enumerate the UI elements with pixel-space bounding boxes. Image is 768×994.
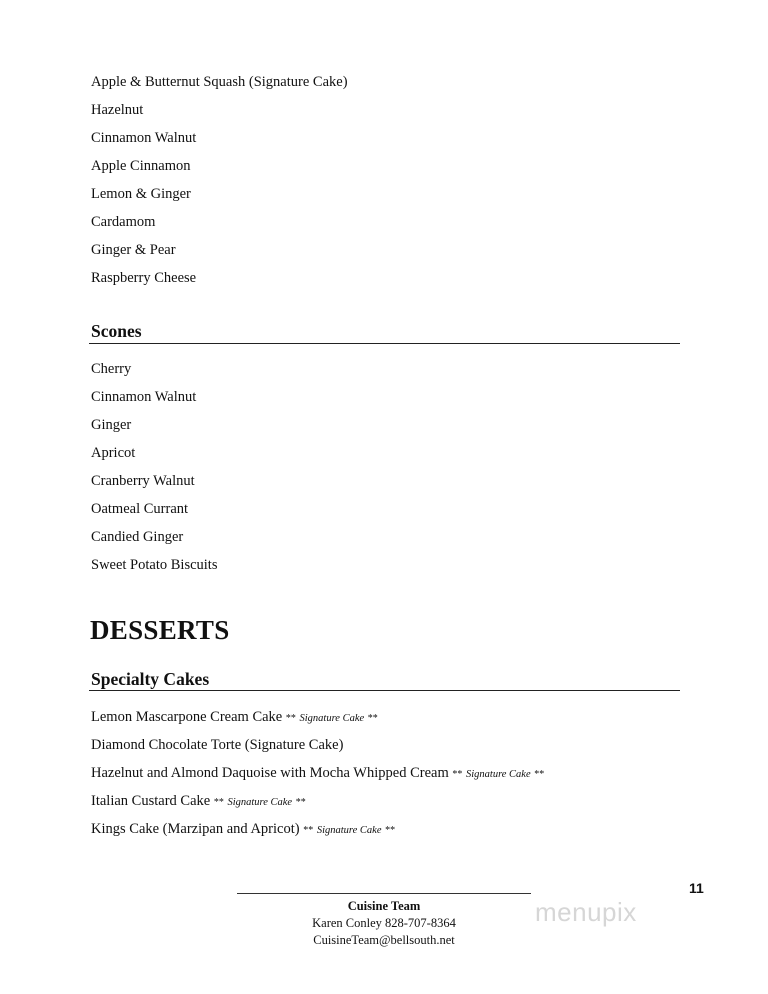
- list-item: [91, 792, 306, 812]
- list-item: Raspberry Cheese: [91, 270, 197, 286]
- signature-note: Signature Cake: [299, 713, 365, 724]
- section-title-specialty-cakes: Specialty Cakes: [91, 669, 210, 689]
- section-title-scones: Scones: [91, 321, 142, 341]
- desserts-heading: DESSERTS: [90, 615, 230, 645]
- stars-marker: **: [534, 769, 545, 780]
- list-item: Cherry: [91, 361, 132, 377]
- stars-marker: **: [385, 825, 396, 836]
- list-item: Apricot: [91, 445, 136, 461]
- signature-note: Signature Cake: [316, 825, 382, 836]
- footer-divider: [237, 893, 531, 894]
- list-item: Apple & Butternut Squash (Signature Cake): [91, 74, 348, 90]
- footer-team-name: Cuisine Team: [347, 899, 421, 913]
- list-item: Cardamom: [91, 214, 156, 230]
- signature-note: Signature Cake: [227, 797, 293, 808]
- footer-contact: Karen Conley 828-707-8364: [312, 916, 456, 930]
- stars-marker: **: [213, 797, 224, 808]
- stars-marker: **: [367, 713, 378, 724]
- section-divider: [89, 343, 680, 344]
- list-item: Ginger: [91, 417, 132, 433]
- page-number: 11: [689, 880, 704, 896]
- list-item: [91, 736, 343, 754]
- list-item: Sweet Potato Biscuits: [91, 557, 218, 573]
- stars-marker: **: [285, 713, 296, 724]
- list-item: [91, 820, 395, 840]
- list-item: [91, 708, 378, 728]
- stars-marker: **: [452, 769, 463, 780]
- list-item: Ginger & Pear: [91, 242, 176, 258]
- item-name: Italian Custard Cake: [91, 793, 211, 809]
- stars-marker: **: [303, 825, 314, 836]
- list-item: Cinnamon Walnut: [91, 389, 197, 405]
- footer-email: CuisineTeam@bellsouth.net: [313, 933, 455, 947]
- item-name: Kings Cake (Marzipan and Apricot): [91, 821, 300, 837]
- section-divider: [89, 690, 680, 691]
- stars-marker: **: [295, 797, 306, 808]
- list-item: Apple Cinnamon: [91, 158, 191, 174]
- list-item: Cranberry Walnut: [91, 473, 195, 489]
- menupix-watermark: menupix: [535, 897, 637, 927]
- list-item: Cinnamon Walnut: [91, 130, 197, 146]
- list-item: Hazelnut: [91, 102, 144, 118]
- list-item: Oatmeal Currant: [91, 501, 189, 517]
- list-item: Candied Ginger: [91, 529, 184, 545]
- item-name: Diamond Chocolate Torte (Signature Cake): [91, 737, 344, 753]
- list-item: Lemon & Ginger: [91, 186, 191, 202]
- signature-note: Signature Cake: [465, 769, 531, 780]
- item-name: Hazelnut and Almond Daquoise with Mocha Whipped Cream: [91, 765, 449, 781]
- item-name: Lemon Mascarpone Cream Cake: [91, 709, 283, 725]
- list-item: [91, 764, 544, 784]
